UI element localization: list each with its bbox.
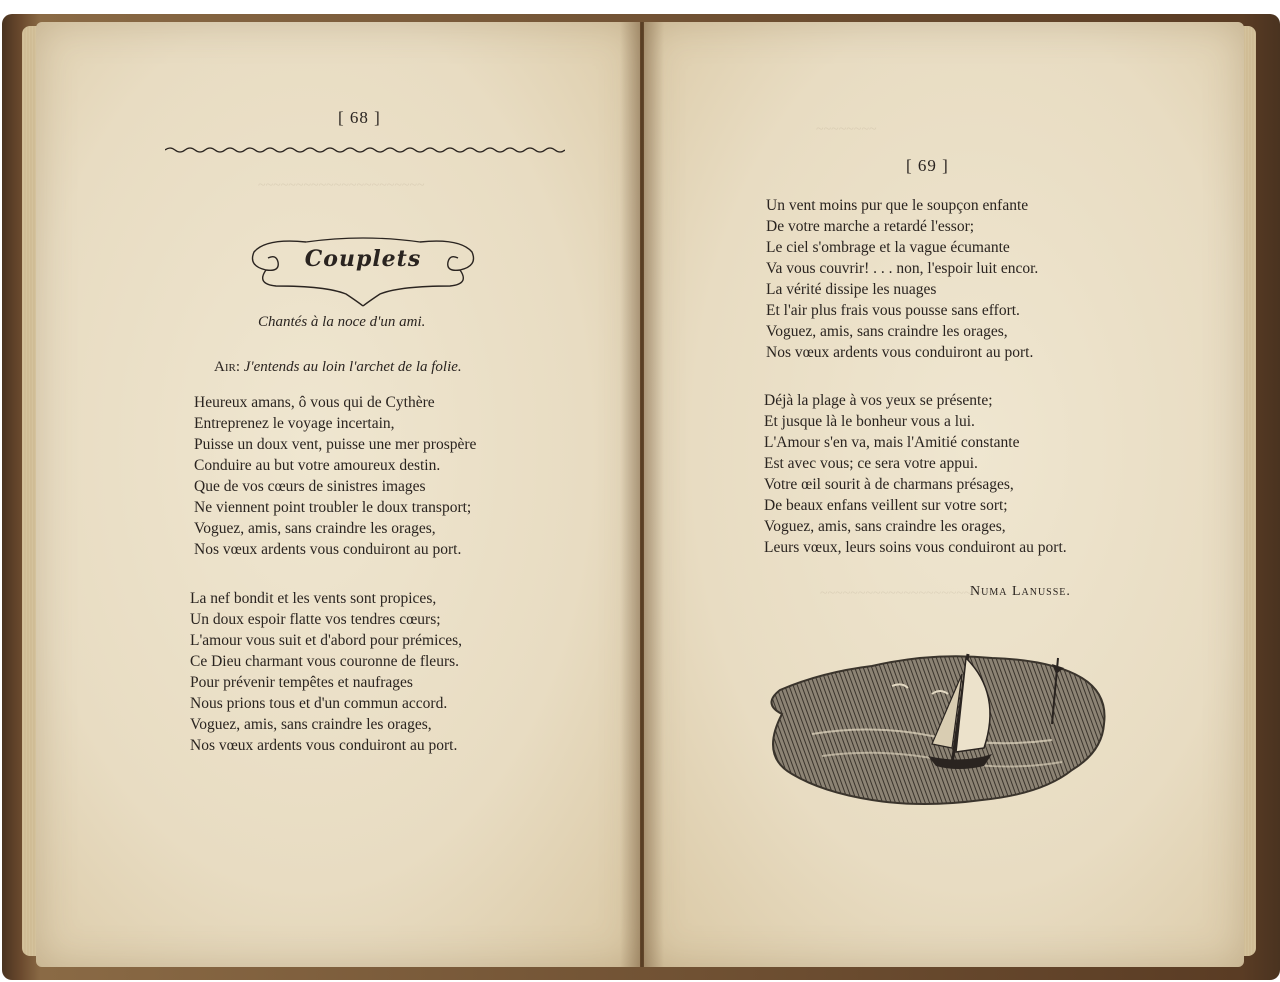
verse-line: Que de vos cœurs de sinistres images — [194, 478, 426, 495]
verse-line: Nous prions tous et d'un commun accord. — [190, 695, 448, 712]
bleed-through-text: ~~~~~~~~~~~~~~~~~~~~~~~~ — [820, 586, 1002, 601]
book-gutter — [620, 22, 664, 967]
verse-line: Le ciel s'ombrage et la vague écumante — [766, 239, 1010, 256]
verse-line: Puisse un doux vent, puisse une mer prospère — [194, 436, 477, 453]
verse-line: Va vous couvrir! . . . non, l'espoir luit encor. — [766, 260, 1039, 277]
stanza-left-2 — [190, 588, 462, 756]
heading-couplets: Couplets — [304, 246, 422, 272]
verse-line: Nos vœux ardents vous conduiront au port. — [190, 737, 458, 754]
verse-line: L'amour vous suit et d'abord pour prémices, — [190, 632, 463, 649]
air-line — [214, 359, 462, 376]
verse-line: Ne viennent point troubler le doux transport; — [194, 499, 472, 516]
verse-line: Votre œil sourit à de charmans présages, — [764, 476, 1014, 493]
verse-line: Conduire au but votre amoureux destin. — [194, 457, 441, 474]
verse-line: Heureux amans, ô vous qui de Cythère — [194, 394, 435, 411]
verse-line: Leurs vœux, leurs soins vous conduiront au port. — [764, 539, 1067, 556]
verse-line: Voguez, amis, sans craindre les orages, — [766, 323, 1008, 340]
page-number-right: [ 69 ] — [906, 156, 949, 175]
verse-line: La nef bondit et les vents sont propices, — [190, 590, 437, 607]
verse-line: L'Amour s'en va, mais l'Amitié constante — [764, 434, 1020, 451]
verse-line: De beaux enfans veillent sur votre sort; — [764, 497, 1008, 514]
verse-line: Est avec vous; ce sera votre appui. — [764, 455, 978, 472]
verse-line: Et jusque là le bonheur vous a lui. — [764, 413, 975, 430]
verse-line: Voguez, amis, sans craindre les orages, — [194, 520, 436, 537]
verse-line: Un doux espoir flatte vos tendres cœurs; — [190, 611, 441, 628]
bleed-through-text: ~~~~~~~~~~~~~~~~~~~~~~ — [258, 178, 425, 193]
verse-line: Entreprenez le voyage incertain, — [194, 415, 395, 432]
author-signature: Numa Lanusse. — [970, 584, 1071, 599]
bleed-through-text: ~~~~~~~~ — [816, 122, 877, 137]
page-number-left: [ 68 ] — [338, 108, 381, 127]
stanza-right-2 — [764, 390, 1067, 558]
verse-line: Pour prévenir tempêtes et naufrages — [190, 674, 413, 691]
verse-line: De votre marche a retardé l'essor; — [766, 218, 975, 235]
verse-line: Voguez, amis, sans craindre les orages, — [764, 518, 1006, 535]
verse-line: Un vent moins pur que le soupçon enfante — [766, 197, 1029, 214]
ship-at-sea-engraving-icon — [752, 644, 1112, 808]
subtitle: Chantés à la noce d'un ami. — [258, 314, 426, 330]
verse-line: Nos vœux ardents vous conduiront au port. — [766, 344, 1034, 361]
air-title: J'entends au loin l'archet de la folie. — [243, 359, 462, 375]
verse-line: Ce Dieu charmant vous couronne de fleurs. — [190, 653, 460, 670]
verse-line: Et l'air plus frais vous pousse sans effort. — [766, 302, 1020, 319]
air-label: Air: — [214, 359, 240, 375]
stanza-right-1 — [766, 195, 1038, 363]
stanza-left-1 — [194, 392, 476, 560]
verse-line: Nos vœux ardents vous conduiront au port. — [194, 541, 462, 558]
verse-line: La vérité dissipe les nuages — [766, 281, 937, 298]
verse-line: Voguez, amis, sans craindre les orages, — [190, 716, 432, 733]
verse-line: Déjà la plage à vos yeux se présente; — [764, 392, 993, 409]
wavy-rule — [165, 146, 565, 154]
